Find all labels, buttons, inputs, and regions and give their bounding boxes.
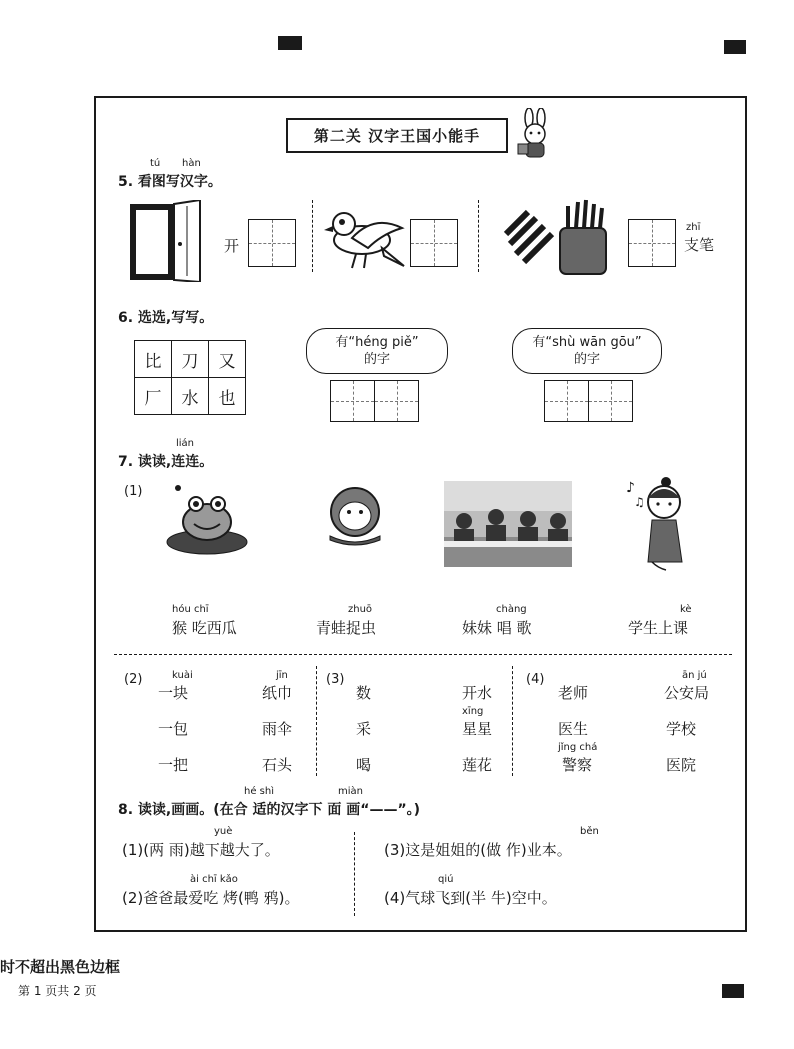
q6-char-cell: 水 (171, 377, 209, 415)
q6-char-cell: 也 (208, 377, 246, 415)
q7-part2-left-item: 一把 (158, 756, 189, 774)
q7-part4-left-item: 老师 (558, 684, 589, 702)
q6-char-cell: 比 (134, 340, 172, 378)
q7-part1-label: (1) (124, 484, 143, 499)
q6-char-cell: 刀 (171, 340, 209, 378)
monkey-image (320, 484, 390, 548)
q5-divider-2 (478, 200, 479, 272)
q5-zhibi-text: 支笔 (684, 236, 715, 254)
q6-char-cell: 又 (208, 340, 246, 378)
door-image (128, 200, 208, 282)
q8-label: 8. 读读,画画。(在合 适的汉字下 面 画“——”。) (118, 802, 421, 818)
q8-pinyin-he-shi: hé shì (244, 786, 274, 797)
registration-mark-top (278, 36, 302, 50)
q7-part4-right-item: 公安局 (664, 684, 710, 702)
q7-part3-right-item: 星星 (462, 720, 493, 738)
pencils-image (498, 194, 614, 276)
q6-bubble1-top: 有“héng piě” (335, 335, 419, 350)
q7-part4-pinyin-anju: ān jú (682, 670, 707, 681)
q5-divider-1 (312, 200, 313, 272)
q7-part4-pinyin-jingcha: jǐng chá (558, 742, 598, 753)
q7-part2-label: (2) (124, 672, 143, 687)
q7-part2-right-item: 纸巾 (262, 684, 293, 702)
q7-part4-left-item: 警察 (562, 756, 593, 774)
q7-divider-3-4 (512, 666, 513, 776)
q5-kai-char: 开 (224, 237, 240, 255)
q7-part3-left-item: 采 (356, 720, 372, 738)
q7-phrase: 猴 吃西瓜 (172, 619, 237, 637)
q7-pinyin-lian: lián (176, 438, 195, 449)
q7-part4-right-item: 医院 (666, 756, 697, 774)
q7-part3-right-item: 开水 (462, 684, 493, 702)
section-title (286, 118, 508, 153)
q7-phrase-pinyin: hóu chī (172, 604, 209, 615)
footer-warning: 时不超出黑色边框 (0, 958, 121, 976)
q7-part2-pinyin-jin: jīn (276, 670, 288, 681)
q8-sentence: (2)爸爸最爱吃 烤(鸭 鸦)。 (122, 889, 300, 907)
q8-sentence: (4)气球飞到(半 牛)空中。 (384, 889, 557, 907)
q6-answer-box-1a[interactable] (330, 380, 375, 422)
svg-text:♫: ♫ (634, 495, 645, 509)
q6-answer-box-2a[interactable] (544, 380, 589, 422)
classroom-photo (444, 481, 572, 567)
q8-divider (354, 832, 355, 916)
q6-bubble1-bottom: 的字 (363, 352, 390, 367)
q8-s1-pinyin: yuè (214, 826, 233, 837)
q8-s4-pinyin: qiú (438, 874, 454, 885)
q7-part2-left-item: 一包 (158, 720, 189, 738)
q7-part3-pinyin-xing: xīng (462, 706, 484, 717)
q5-label: 5. 看图写汉字。 (118, 174, 222, 190)
q7-part2-right-item: 雨伞 (262, 720, 293, 738)
frog-image (162, 480, 252, 560)
q8-s2-pinyin: ài chī kǎo (190, 874, 238, 885)
q7-part3-left-item: 数 (356, 684, 372, 702)
q7-part2-pinyin-kuai: kuài (172, 670, 193, 681)
q8-s3-pinyin: běn (580, 826, 599, 837)
q7-phrase: 青蛙捉虫 (316, 619, 377, 637)
q5-writing-box-3[interactable] (628, 219, 676, 267)
q7-part3-right-item: 莲花 (462, 756, 493, 774)
q7-part4-left-item: 医生 (558, 720, 589, 738)
q6-answer-box-1b[interactable] (374, 380, 419, 422)
q7-label: 7. 读读,连连。 (118, 454, 214, 470)
svg-text:♪: ♪ (626, 480, 635, 496)
q7-phrase: 学生上课 (628, 619, 689, 637)
q6-char-cell: 厂 (134, 377, 172, 415)
q6-bubble-shu-wan-gou (512, 328, 662, 374)
q5-pinyin-han: hàn (182, 158, 201, 169)
rabbit-mascot-image (512, 108, 558, 160)
section-title-text: 第二关 汉字王国小能手 (313, 127, 481, 145)
q7-part4-right-item: 学校 (666, 720, 697, 738)
q8-pinyin-mian: miàn (338, 786, 363, 797)
q8-sentence: (1)(两 雨)越下越大了。 (122, 841, 280, 859)
q8-sentence: (3)这是姐姐的(做 作)业本。 (384, 841, 572, 859)
q7-part2-right-item: 石头 (262, 756, 293, 774)
q6-bubble2-bottom: 的字 (573, 352, 600, 367)
q7-horizontal-divider (114, 654, 732, 655)
registration-mark-top-right (724, 40, 746, 54)
q7-phrase: 妹妹 唱 歌 (462, 619, 532, 637)
q7-phrase-pinyin: kè (680, 604, 692, 615)
q5-pinyin-zhi: zhī (686, 222, 701, 233)
q7-phrase-pinyin: zhuō (348, 604, 373, 615)
footer-page-number: 第 1 页共 2 页 (18, 984, 97, 998)
registration-mark-bottom-right (722, 984, 744, 998)
q5-writing-box-1[interactable] (248, 219, 296, 267)
q7-phrase-pinyin: chàng (496, 604, 527, 615)
q6-answer-box-2b[interactable] (588, 380, 633, 422)
q6-bubble-heng-pie (306, 328, 448, 374)
q5-pinyin-tu: tú (150, 158, 161, 169)
q6-label: 6. 选选,写写。 (118, 310, 214, 326)
singing-girl-image (622, 472, 692, 572)
q7-part2-left-item: 一块 (158, 684, 189, 702)
q7-part3-label: (3) (326, 672, 345, 687)
bird-image (322, 200, 406, 272)
q7-part3-left-item: 喝 (356, 756, 372, 774)
q7-part4-label: (4) (526, 672, 545, 687)
q7-divider-2-3 (316, 666, 317, 776)
q6-bubble2-top: 有“shù wān gōu” (532, 335, 642, 350)
q5-writing-box-2[interactable] (410, 219, 458, 267)
